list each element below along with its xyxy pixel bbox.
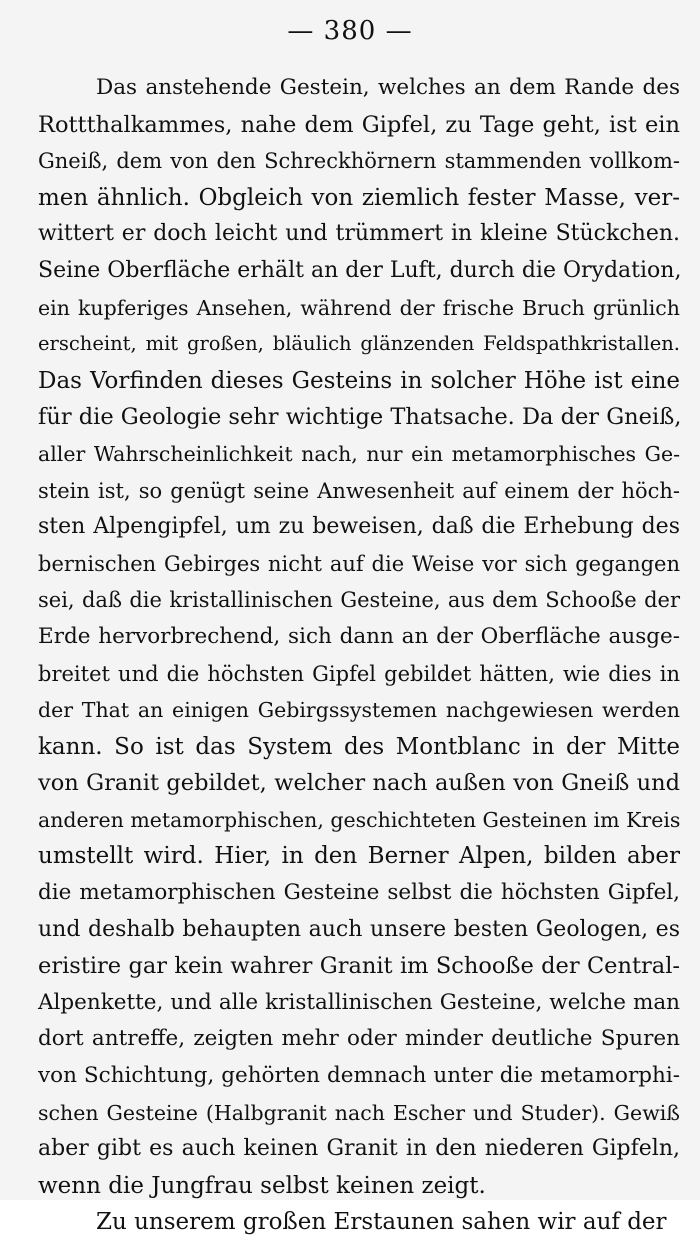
body-text: [38, 70, 680, 1241]
text-line: schen Gesteine (Halbgranit nach Escher und Studer). Gewiß: [38, 1100, 680, 1125]
text-line: eristire gar kein wahrer Granit im Schooße der Central-: [38, 953, 680, 980]
text-line: wenn die Jungfrau selbst keinen zeigt.: [38, 1172, 486, 1199]
text-line: aber gibt es auch keinen Granit in den niederen Gipfeln,: [38, 1136, 680, 1162]
text-line: die metamorphischen Gesteine selbst die höchsten Gipfel,: [38, 880, 680, 906]
text-line: der That an einigen Gebirgssystemen nachgewiesen werden: [38, 698, 680, 723]
text-line: Alpenkette, und alle kristallinischen Gesteine, welche man: [38, 989, 680, 1015]
text-line: erscheint, mit großen, bläulich glänzenden Feldspathkristallen.: [38, 332, 680, 356]
text-line: Erde hervorbrechend, sich dann an der Oberfläche ausge-: [38, 623, 680, 649]
text-line: wittert er doch leicht und trümmert in kleine Stückchen.: [38, 221, 680, 247]
paragraph: [38, 70, 680, 1204]
text-line: dort antreffe, zeigten mehr oder minder deutliche Spuren: [38, 1026, 680, 1052]
text-line: ein kupferiges Ansehen, während der frische Bruch grünlich: [38, 295, 680, 320]
page-number: — 380 —: [287, 16, 413, 46]
text-line: bernischen Gebirges nicht auf die Weise vor sich gegangen: [38, 551, 680, 576]
text-line: und deshalb behaupten auch unsere besten Geologen, es: [38, 916, 680, 942]
text-line: stein ist, so genügt seine Anwesenheit auf einem der höch-: [38, 478, 680, 503]
text-line: umstellt wird. Hier, in den Berner Alpen, bilden aber: [38, 843, 680, 870]
text-line: anderen metamorphischen, geschichteten Gesteinen im Kreis: [38, 807, 681, 832]
text-line: Rottthalkammes, nahe dem Gipfel, zu Tage geht, ist ein: [38, 111, 680, 138]
text-line: Das Vorfinden dieses Gesteins in solcher Höhe ist eine: [38, 367, 680, 394]
text-line: Gneiß, dem von den Schreckhörnern stammenden vollkom-: [38, 149, 680, 174]
text-line: von Schichtung, gehörten demnach unter die metamorphi-: [38, 1063, 680, 1089]
paragraph: [38, 1204, 680, 1241]
text-line: Zu unserem großen Erstaunen sahen wir auf der: [96, 1209, 667, 1236]
text-line: für die Geologie sehr wichtige Thatsache. Da der Gneiß,: [38, 404, 682, 431]
text-line: von Granit gebildet, welcher nach außen von Gneiß und: [38, 770, 680, 797]
text-line: sei, daß die kristallinischen Gesteine, aus dem Schooße der: [38, 588, 680, 613]
text-line: kann. So ist das System des Montblanc in der Mitte: [38, 733, 680, 760]
text-line: Seine Oberfläche erhält an der Luft, durch die Orydation,: [38, 257, 682, 283]
text-line: aller Wahrscheinlichkeit nach, nur ein metamorphisches Ge-: [38, 441, 680, 466]
text-line: breitet und die höchsten Gipfel gebildet hätten, wie dies in: [38, 661, 680, 686]
text-line: Das anstehende Gestein, welches an dem Rande des: [96, 75, 680, 100]
text-line: men ähnlich. Obgleich von ziemlich fester Masse, ver-: [38, 184, 680, 211]
text-line: sten Alpengipfel, um zu beweisen, daß die Erhebung des: [38, 514, 680, 540]
